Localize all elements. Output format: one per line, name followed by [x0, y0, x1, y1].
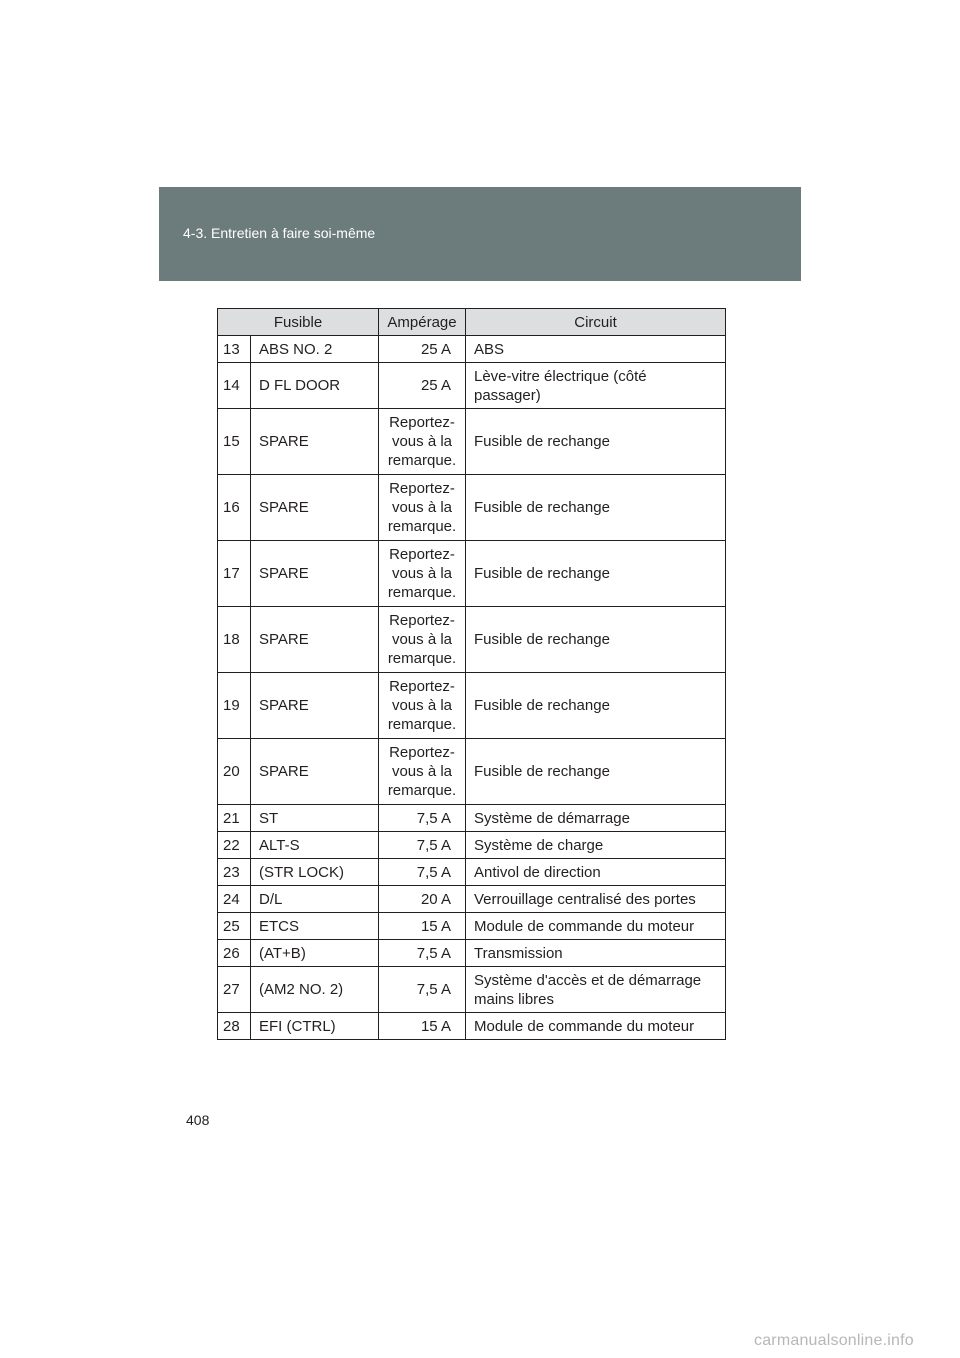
fuse-number-cell: 20 [218, 739, 251, 805]
fuse-number-cell: 25 [218, 913, 251, 940]
fuse-name-cell: ST [251, 805, 379, 832]
table-row [218, 832, 726, 859]
fuse-table [217, 308, 726, 1040]
table-row [218, 886, 726, 913]
fuse-number-cell: 24 [218, 886, 251, 913]
fuse-number-cell: 19 [218, 673, 251, 739]
circuit-cell: Fusible de rechange [466, 607, 726, 673]
circuit-cell: Module de commande du moteur [466, 913, 726, 940]
fuse-name-cell: D/L [251, 886, 379, 913]
fuse-name-cell: (AT+B) [251, 940, 379, 967]
amperage-cell: 25 A [379, 363, 466, 409]
amperage-cell: 7,5 A [379, 859, 466, 886]
column-header-circuit: Circuit [466, 309, 726, 336]
fuse-number-cell: 22 [218, 832, 251, 859]
table-row [218, 859, 726, 886]
circuit-cell: Fusible de rechange [466, 475, 726, 541]
circuit-cell: Système de démarrage [466, 805, 726, 832]
amperage-cell: Reportez-vous à la remarque. [379, 475, 466, 541]
amperage-cell: 7,5 A [379, 967, 466, 1013]
table-row [218, 409, 726, 475]
table-header-row [218, 309, 726, 336]
fuse-name-cell: D FL DOOR [251, 363, 379, 409]
amperage-cell: 15 A [379, 1013, 466, 1040]
amperage-cell: 7,5 A [379, 805, 466, 832]
fuse-name-cell: ETCS [251, 913, 379, 940]
table-row [218, 541, 726, 607]
section-title: 4-3. Entretien à faire soi-même [183, 225, 376, 241]
fuse-number-cell: 15 [218, 409, 251, 475]
fuse-name-cell: SPARE [251, 475, 379, 541]
fuse-name-cell: SPARE [251, 739, 379, 805]
circuit-cell: Verrouillage centralisé des portes [466, 886, 726, 913]
circuit-cell: Fusible de rechange [466, 409, 726, 475]
fuse-name-cell: EFI (CTRL) [251, 1013, 379, 1040]
fuse-number-cell: 14 [218, 363, 251, 409]
circuit-cell: Module de commande du moteur [466, 1013, 726, 1040]
fuse-number-cell: 21 [218, 805, 251, 832]
circuit-cell: Système de charge [466, 832, 726, 859]
fuse-number-cell: 27 [218, 967, 251, 1013]
table-row [218, 673, 726, 739]
amperage-cell: 15 A [379, 913, 466, 940]
table-row [218, 940, 726, 967]
table-row [218, 1013, 726, 1040]
amperage-cell: Reportez-vous à la remarque. [379, 541, 466, 607]
table-row [218, 739, 726, 805]
fuse-number-cell: 18 [218, 607, 251, 673]
table-row [218, 805, 726, 832]
fuse-name-cell: (AM2 NO. 2) [251, 967, 379, 1013]
amperage-cell: Reportez-vous à la remarque. [379, 739, 466, 805]
fuse-name-cell: SPARE [251, 607, 379, 673]
fuse-name-cell: ABS NO. 2 [251, 336, 379, 363]
fuse-name-cell: SPARE [251, 409, 379, 475]
circuit-cell: Fusible de rechange [466, 739, 726, 805]
circuit-cell: Lève-vitre électrique (côté passager) [466, 363, 726, 409]
table-row [218, 607, 726, 673]
column-header-amperage: Ampérage [379, 309, 466, 336]
page-number: 408 [186, 1112, 210, 1128]
fuse-name-cell: SPARE [251, 541, 379, 607]
fuse-number-cell: 13 [218, 336, 251, 363]
circuit-cell: Système d'accès et de démarrage mains libres [466, 967, 726, 1013]
amperage-cell: 20 A [379, 886, 466, 913]
amperage-cell: 7,5 A [379, 832, 466, 859]
amperage-cell: Reportez-vous à la remarque. [379, 673, 466, 739]
table-row [218, 363, 726, 409]
amperage-cell: 25 A [379, 336, 466, 363]
fuse-name-cell: ALT-S [251, 832, 379, 859]
circuit-cell: ABS [466, 336, 726, 363]
table-row [218, 967, 726, 1013]
circuit-cell: Antivol de direction [466, 859, 726, 886]
table-row [218, 913, 726, 940]
amperage-cell: 7,5 A [379, 940, 466, 967]
amperage-cell: Reportez-vous à la remarque. [379, 607, 466, 673]
fuse-name-cell: SPARE [251, 673, 379, 739]
circuit-cell: Fusible de rechange [466, 673, 726, 739]
fuse-number-cell: 26 [218, 940, 251, 967]
section-header-band [159, 187, 801, 281]
circuit-cell: Fusible de rechange [466, 541, 726, 607]
table-body [218, 336, 726, 1040]
fuse-number-cell: 23 [218, 859, 251, 886]
fuse-number-cell: 28 [218, 1013, 251, 1040]
table-row [218, 475, 726, 541]
amperage-cell: Reportez-vous à la remarque. [379, 409, 466, 475]
table-row [218, 336, 726, 363]
fuse-number-cell: 17 [218, 541, 251, 607]
circuit-cell: Transmission [466, 940, 726, 967]
fuse-name-cell: (STR LOCK) [251, 859, 379, 886]
watermark-text: carmanualsonline.info [754, 1332, 914, 1349]
column-header-fuse: Fusible [218, 309, 379, 336]
fuse-number-cell: 16 [218, 475, 251, 541]
